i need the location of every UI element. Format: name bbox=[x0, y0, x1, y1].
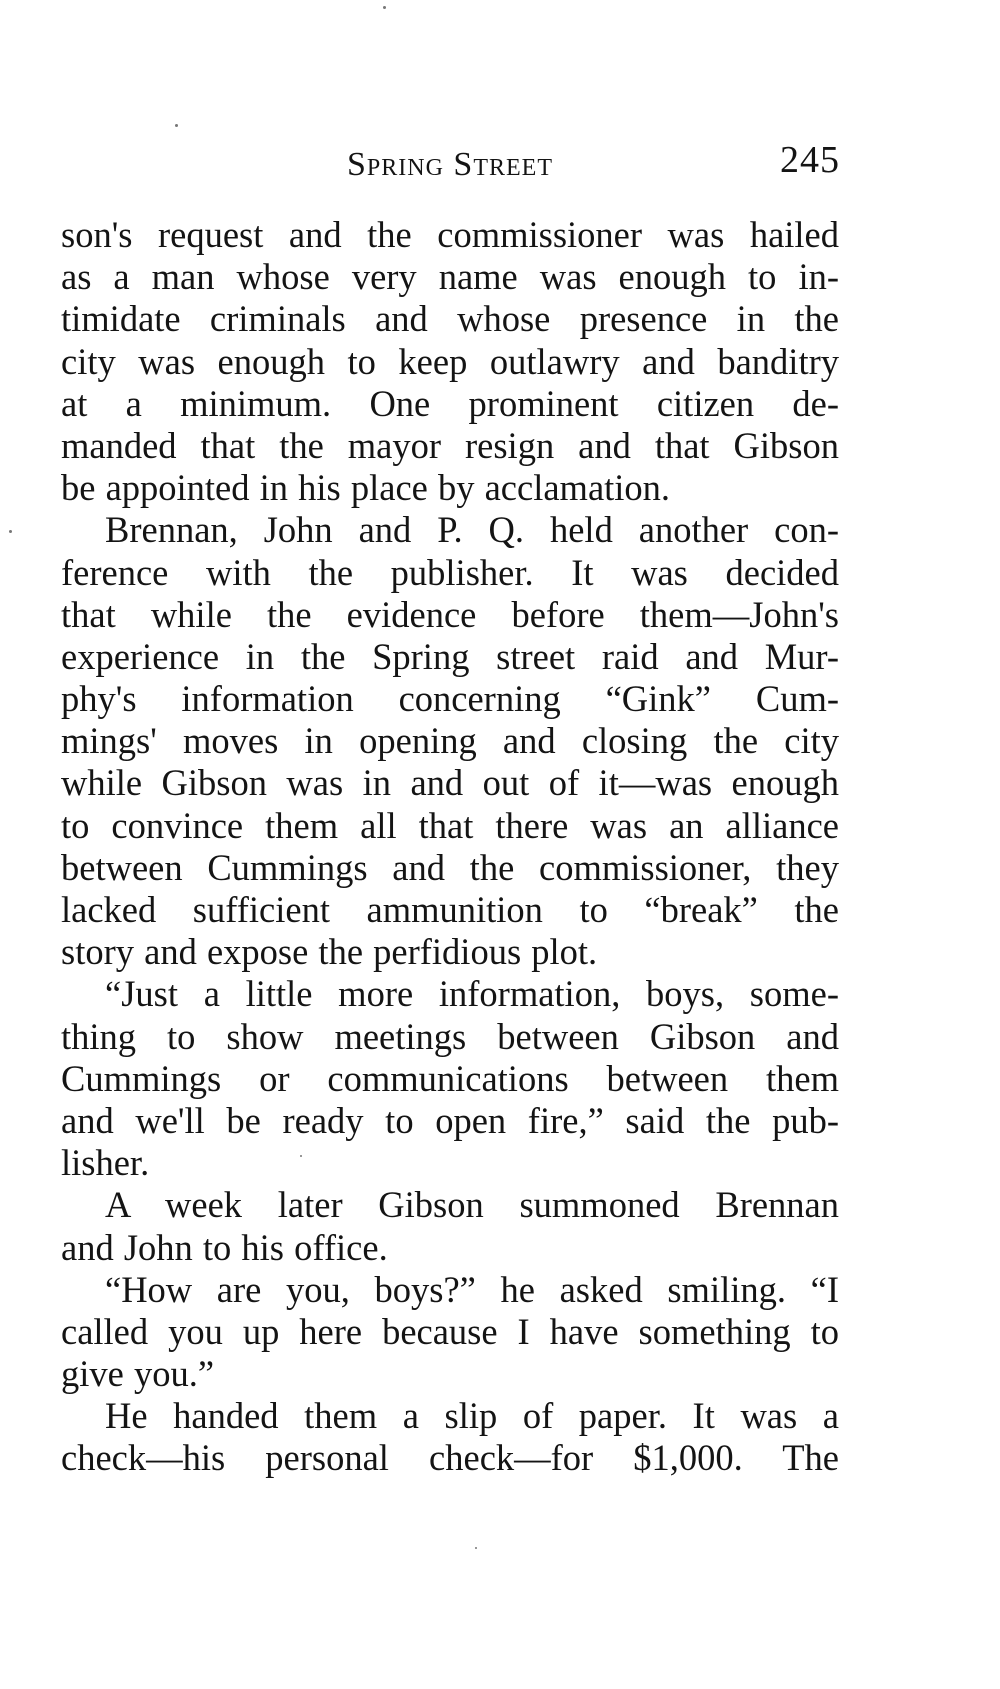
text-line: “How are you, boys?” he asked smiling. “I bbox=[105, 1268, 839, 1310]
text-line: that while the evidence before them—John's bbox=[61, 593, 839, 635]
text-line: be appointed in his place by acclamation. bbox=[61, 467, 671, 509]
scan-speck bbox=[383, 6, 386, 9]
text-line: Cummings or communications between them bbox=[61, 1057, 839, 1099]
text-line: ference with the publisher. It was decided bbox=[61, 551, 839, 593]
running-head bbox=[60, 138, 840, 188]
text-line: son's request and the commissioner was hailed bbox=[61, 214, 839, 255]
text-line: manded that the mayor resign and that Gibson bbox=[61, 424, 839, 466]
text-line: A week later Gibson summoned Brennan bbox=[105, 1184, 839, 1226]
text-line: lacked sufficient ammunition to “break” the bbox=[61, 889, 839, 930]
text-line: and John to his office. bbox=[61, 1226, 388, 1268]
scan-speck bbox=[9, 530, 12, 533]
text-line: phy's information concerning “Gink” Cum- bbox=[61, 678, 839, 720]
text-line: mings' moves in opening and closing the city bbox=[61, 720, 839, 762]
text-line: called you up here because I have something to bbox=[61, 1310, 839, 1352]
text-line: city was enough to keep outlawry and banditry bbox=[61, 340, 839, 382]
text-line: and we'll be ready to open fire,” said the pub- bbox=[61, 1099, 839, 1141]
page-number: 245 bbox=[780, 139, 840, 181]
text-line: experience in the Spring street raid and Mur- bbox=[61, 635, 839, 677]
scan-speck bbox=[475, 1547, 477, 1549]
text-line: Brennan, John and P. Q. held another con- bbox=[105, 509, 839, 551]
text-line: check—his personal check—for $1,000. The bbox=[61, 1437, 839, 1479]
text-line: at a minimum. One prominent citizen de- bbox=[61, 382, 839, 424]
running-title: Spring Street bbox=[347, 146, 553, 183]
text-line: while Gibson was in and out of it—was enough bbox=[61, 762, 839, 804]
text-line: thing to show meetings between Gibson and bbox=[61, 1015, 839, 1057]
text-line: as a man whose very name was enough to in- bbox=[61, 256, 839, 298]
scan-speck bbox=[175, 124, 178, 127]
text-line: “Just a little more information, boys, some- bbox=[105, 973, 839, 1015]
text-line: story and expose the perfidious plot. bbox=[61, 931, 598, 973]
text-line: between Cummings and the commissioner, they bbox=[61, 846, 839, 888]
text-line: timidate criminals and whose presence in the bbox=[61, 298, 839, 340]
scan-speck bbox=[300, 1155, 302, 1157]
text-line: to convince them all that there was an alliance bbox=[61, 804, 839, 846]
body-text bbox=[61, 214, 839, 1480]
text-line: give you.” bbox=[61, 1353, 215, 1395]
text-line: lisher. bbox=[61, 1142, 150, 1184]
text-line: He handed them a slip of paper. It was a bbox=[105, 1395, 839, 1437]
